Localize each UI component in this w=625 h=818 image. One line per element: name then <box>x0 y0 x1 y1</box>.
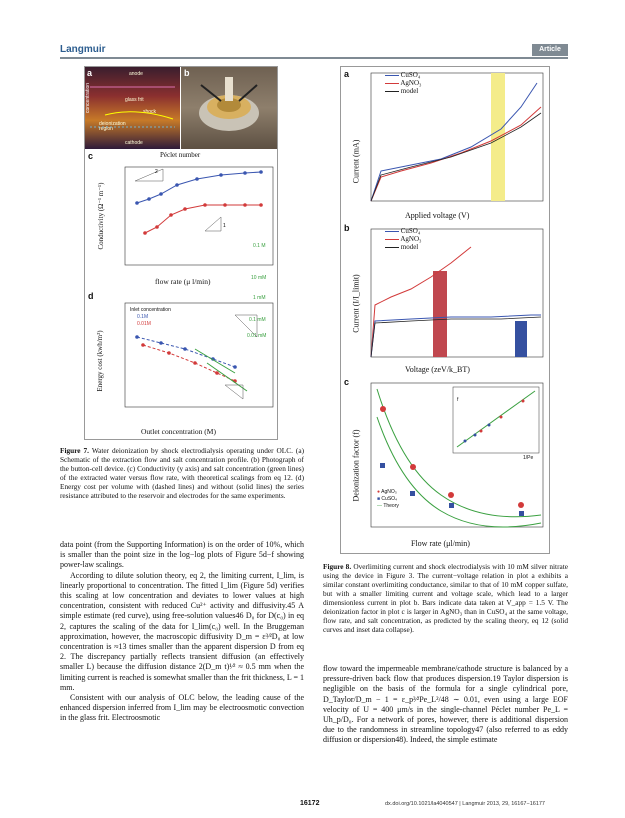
fig7d-xlabel: Outlet concentration (M) <box>141 427 216 436</box>
fig8c-inset-ylabel: f <box>457 397 459 403</box>
fig7c-ylabel: Conductivity (Ω⁻¹ m⁻¹) <box>97 182 105 250</box>
fig7d-legend-title: Inlet concentration <box>130 307 171 313</box>
fig7-panel-b-photo <box>181 67 277 149</box>
slope-label-1: 1 <box>223 223 226 229</box>
fig8b-ylabel: Current (I/I_limit) <box>351 274 361 333</box>
fig8c-legend: ● AgNO₃ ■ CuSO₄ — Theory <box>377 489 399 509</box>
slope-label-2: 2 <box>155 169 158 175</box>
header-rule <box>60 57 568 59</box>
fig8c-inset-xlabel: 1/Pe <box>523 455 534 461</box>
right-paragraph-1: flow toward the impermeable membrane/cathode structure is balanced by a pressure-driven back flow that produces dispersion.19 Taylor dispersion is negligible on the basis of the formula for a single cylindrical pore, D_Taylor/D_m − 1 = ε_p³⁄²Pe_L²/48 ∼ 0.01, even using a large EOF velocity of U = 400 μm/s in the single-channel Péclet number Pe_L = Uh_p/D₀. For a network of pores, however, there is additional dispersion due to the randomness in streamline topology47 (also referred to as eddy diffusion or dispersion48). Indeed, the simple estimate <box>323 664 568 745</box>
figure-7-caption-text: Water deionization by shock electrodialysis operating under OLC. (a) Schematic of the extraction flow and salt concentration profile. (b) Photograph of the button-cell device. (c) Conductivity (y axis) and salt concentration (green lines) of the extracted water versus flow rate, with theoretical scalings from eq 12. (d) Energy cost per volume with (dashed lines) and without (solid lines) the series resistance attributed to the reservoir and electrodes for the same experiments. <box>60 446 304 500</box>
fig8b-legend <box>385 227 421 251</box>
fig8a-legend-agno3: AgNO₃ <box>400 79 422 87</box>
fig8c-xlabel: Flow rate (μl/min) <box>411 539 470 548</box>
fig8c-plot <box>341 377 549 543</box>
fig7c-plot <box>85 159 277 284</box>
page-number: 16172 <box>300 800 320 807</box>
glass-frit-label: glass frit <box>125 97 144 103</box>
fig8c-legend-agno3: AgNO₃ <box>381 489 397 495</box>
fig8a-xlabel: Applied voltage (V) <box>405 211 470 220</box>
series-label-0.1mM: 0.1 mM <box>249 317 266 323</box>
series-label-1mM: 1 mM <box>253 295 266 301</box>
figure-8-caption-label: Figure 8. <box>323 562 352 571</box>
figure-8-caption-text: Overlimiting current and shock electrodialysis with 10 mM silver nitrate using the device in Figure 3. The current−voltage relation in plot a exhibits a similar constant overlimiting conductance, similar to that of 10 mM copper sulfate, but with a smaller limiting current and voltage scale, which lead to a larger dimensionless current in plot b. Bars indicate data taken at V_app = 1.5 V. The deionization factor in plot c is larger in AgNO₃ than in CuSO₄ at the same voltage, flow rate, and salt concentration, as predicted by the scaling theory, eq 12 (solid curves and inset data collapse). <box>323 562 568 634</box>
fig8c-legend-theory: Theory <box>383 503 399 509</box>
right-column-text <box>323 664 568 746</box>
fig7c-xlabel: flow rate (μ l/min) <box>155 277 211 286</box>
panel-label-c: c <box>88 151 94 161</box>
fig8-panel-label-b: b <box>344 223 350 233</box>
deionization-region-label: deionization region <box>99 121 126 132</box>
footer-doi: dx.doi.org/10.1021/la4040547 | Langmuir 2013, 29, 16167−16177 <box>385 801 545 807</box>
figure-8-caption <box>323 562 568 634</box>
shock-label: shock <box>143 109 157 115</box>
figure-7 <box>84 66 278 440</box>
fig8c-ylabel: Deionization factor (f) <box>351 429 361 502</box>
fig7-panel-a-schematic <box>85 67 180 149</box>
fig8b-legend-model: model <box>400 243 419 251</box>
anode-label: anode <box>129 71 143 77</box>
fig8b-xlabel: Voltage (zeV/k_BT) <box>405 365 470 374</box>
fig8a-ylabel: Current (mA) <box>351 139 361 184</box>
cathode-label: cathode <box>125 140 143 146</box>
fig8b-legend-cuso4: CuSO₄ <box>400 227 421 235</box>
left-paragraph-1: data point (from the Supporting Information) is on the order of 10%, which is smaller than the point size in the log−log plots of Figure 5d−f showing power-law scalings. <box>60 540 304 570</box>
figure-7-caption-label: Figure 7. <box>60 446 89 455</box>
series-label-0.01mM: 0.01 mM <box>247 333 267 339</box>
fig8c-legend-cuso4: CuSO₄ <box>381 496 398 502</box>
fig8a-plot <box>341 67 549 217</box>
concentration-axis-label: concentration <box>85 82 92 114</box>
left-paragraph-2: According to dilute solution theory, eq 2, the limiting current, I_lim, is linearly proportional to concentration. The fitted I_lim (Figure 5d) verifies this scaling at low concentration and deviates to lower values at high concentration, consistent with reduced Cu²⁺ activity and diffusivity.45 A simple estimate (red curve), using free-solution values46 D₀ for D(c₀) in eq 2, captures the scaling of the data for I_lim(c₀) well. In the Bruggeman approximation, however, the macroscopic diffusivity D_m = ε³⁄²D₀ at low concentration is ≈13 times smaller than the apparent dispersion D from eq 2. The discrepancy partially reflects transient diffusion (an effectively smaller L) because the diffusion distance 2(D_m t)¹⁄² ≈ 0.5 mm when the limiting current is reached is somewhat smaller than the frit thickness, L = 1 mm. <box>60 570 304 692</box>
panel-label-b: b <box>184 68 190 78</box>
fig8b-plot <box>341 223 549 363</box>
series-label-0.1M: 0.1 M <box>253 243 266 249</box>
button-cell-device-image <box>181 67 277 149</box>
figure-8 <box>340 66 550 554</box>
journal-name: Langmuir <box>60 44 106 55</box>
fig8a-legend-model: model <box>400 87 419 95</box>
fig8b-legend-agno3: AgNO₃ <box>400 235 422 243</box>
schematic-flow-lines <box>85 67 180 149</box>
figure-7-caption <box>60 446 304 500</box>
fig7d-plot <box>85 295 277 421</box>
panel-label-d: d <box>88 291 94 301</box>
series-label-10mM: 10 mM <box>251 275 267 281</box>
fig7d-legend-0.01M: 0.01M <box>137 321 151 327</box>
fig8-panel-label-a: a <box>344 69 350 79</box>
fig7d-ylabel: Energy cost (kwh/m³) <box>96 330 104 392</box>
article-type-tab: Article <box>532 44 568 56</box>
left-paragraph-3: Consistent with our analysis of OLC below, the leading cause of the enhanced dispersion inferred from I_lim may be electroosmotic convection in the glass frit. Electroosmotic <box>60 693 304 723</box>
peclet-axis-label: Péclet number <box>160 151 201 159</box>
fig8a-legend <box>385 71 421 95</box>
fig7d-legend-0.1M: 0.1M <box>137 314 149 320</box>
fig8a-legend-cuso4: CuSO₄ <box>400 71 421 79</box>
panel-label-a: a <box>87 68 93 78</box>
fig8-panel-label-c: c <box>344 377 350 387</box>
left-column-text <box>60 540 304 724</box>
